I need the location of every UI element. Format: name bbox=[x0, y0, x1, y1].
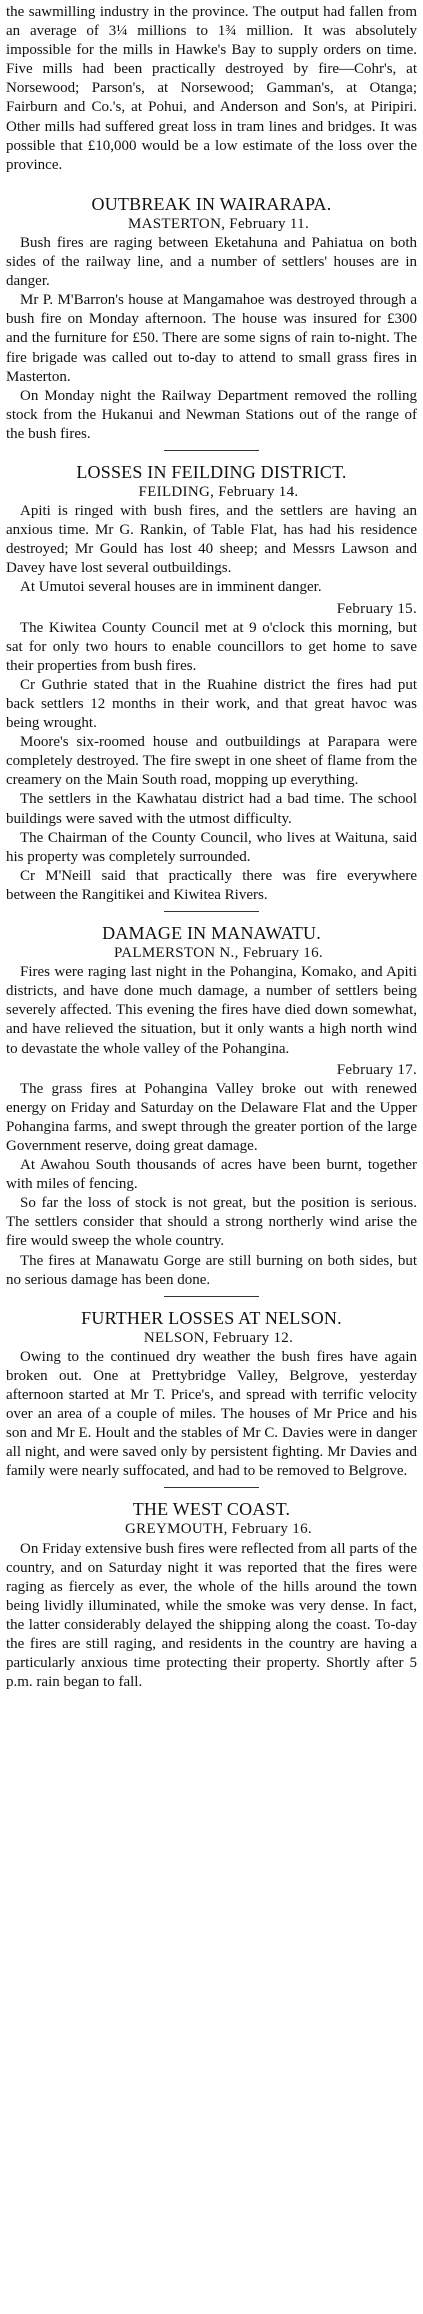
manawatu-paragraph: The grass fires at Pohangina Valley broke out with renewed energy on Friday and Saturday on the Delaware Flat and the Upper Pohangina farms, and swept through the greater portion of the large Government reserve, doing great damage. bbox=[6, 1080, 417, 1154]
manawatu-paragraph: The fires at Manawatu Gorge are still burning on both sides, but no serious damage has been done. bbox=[6, 1252, 417, 1288]
feilding-paragraph: At Umutoi several houses are in imminent danger. bbox=[20, 579, 322, 596]
intro-paragraph: the sawmilling industry in the province. The output had fallen from an average of 3¼ millions to 1¾ million. It was absolutely impossible for the mills in Hawke's Bay to supply orders on time. Five mills had been practically destroyed by fire—Cohr's, at Norsewood; Parson's, at Norsewood; Gamman's, at Otanga; Fairburn and Co.'s, at Pohui, and Anderson and Son's, at Piripiri. Other mills had suffered great loss in tram lines and bridges. It was possible that £10,000 would be a low estimate of the loss over the province. bbox=[6, 4, 417, 173]
dateline-feilding-feb15: February 15. bbox=[336, 600, 417, 617]
westcoast-paragraph: On Friday extensive bush fires were reflected from all parts of the country, and on Saturday night it was reported that the fires were raging as fiercely as ever, the whole of the hills around the town being lividly illuminated, while the smoke was very dense. In fact, the latter considerably delayed the shipping along the coast. To-day the fires are still raging, and residents in the country are having a particularly anxious time protecting their property. Shortly after 5 p.m. rain began to fall. bbox=[6, 1540, 417, 1691]
manawatu-paragraph: So far the loss of stock is not great, but the position is serious. The settlers consider that should a strong northerly wind arise the fire would sweep the whole country. bbox=[6, 1195, 417, 1250]
section-divider bbox=[164, 1296, 259, 1297]
heading-wairarapa: OUTBREAK IN WAIRARAPA. bbox=[91, 193, 332, 214]
heading-feilding: LOSSES IN FEILDING DISTRICT. bbox=[76, 461, 347, 482]
feilding-paragraph: Cr M'Neill said that practically there was fire everywhere between the Rangitikei and Kiwitea Rivers. bbox=[6, 867, 417, 903]
feilding-paragraph: The settlers in the Kawhatau district had a bad time. The school buildings were saved with the utmost difficulty. bbox=[6, 791, 417, 827]
section-divider bbox=[164, 450, 259, 451]
feilding-paragraph: Apiti is ringed with bush fires, and the settlers are having an anxious time. Mr G. Rankin, of Table Flat, has had his residence destroyed; Mr Gould has lost 40 sheep; and Messrs Lawson and Davey have lost several outbuildings. bbox=[6, 503, 417, 577]
feilding-paragraph: The Chairman of the County Council, who lives at Waituna, said his property was completely surrounded. bbox=[6, 829, 417, 865]
dateline-nelson: NELSON, February 12. bbox=[143, 1329, 294, 1346]
dateline-masterton: MASTERTON, February 11. bbox=[128, 215, 309, 232]
section-divider bbox=[164, 1487, 259, 1488]
feilding-paragraph: The Kiwitea County Council met at 9 o'clock this morning, but sat for only two hours to enable councillors to get home to save their properties from bush fires. bbox=[6, 619, 417, 674]
manawatu-paragraph: Fires were raging last night in the Pohangina, Komako, and Apiti districts, and have done much damage, a number of settlers being severely affected. This evening the fires have died down somewhat, and have relieved the situation, but it only wants a high north wind to devastate the whole valley of the Pohangina. bbox=[6, 964, 417, 1057]
feilding-paragraph: Moore's six-roomed house and outbuildings at Parapara were completely destroyed. The fire swept in one sheet of flame from the creamery on the Main South road, mopping up everything. bbox=[6, 734, 417, 789]
wairarapa-paragraph: On Monday night the Railway Department removed the rolling stock from the Hukanui and Newman Stations out of the range of the bush fires. bbox=[6, 387, 417, 442]
heading-nelson: FURTHER LOSSES AT NELSON. bbox=[81, 1307, 342, 1328]
feilding-paragraph: Cr Guthrie stated that in the Ruahine district the fires had put back settlers 12 months in their work, and that great havoc was being wrought. bbox=[6, 676, 417, 732]
nelson-paragraph: Owing to the continued dry weather the bush fires have again broken out. One at Prettybridge Valley, Belgrove, yesterday afternoon started at Mr T. Price's, and spread with terrific velocity over an area of a couple of miles. The houses of Mr Price and his son and Mr E. Hoult and the stables of Mr C. Davies were in danger all night, and were saved only by persistent fighting. Mr Davies and family were nearly suffocated, and had to be removed to Belgrove. bbox=[6, 1348, 417, 1480]
dateline-greymouth: GREYMOUTH, February 16. bbox=[125, 1521, 312, 1538]
dateline-palmerston-feb17: February 17. bbox=[336, 1061, 417, 1078]
wairarapa-paragraph: Bush fires are raging between Eketahuna and Pahiatua on both sides of the railway line, and a number of settlers' houses are in danger. bbox=[6, 234, 417, 290]
dateline-palmerston: PALMERSTON N., February 16. bbox=[114, 945, 323, 962]
section-divider bbox=[164, 911, 259, 912]
heading-west-coast: THE WEST COAST. bbox=[132, 1499, 291, 1520]
dateline-feilding: FEILDING, February 14. bbox=[138, 483, 299, 500]
heading-manawatu: DAMAGE IN MANAWATU. bbox=[102, 923, 321, 944]
manawatu-paragraph: At Awahou South thousands of acres have been burnt, together with miles of fencing. bbox=[6, 1157, 417, 1193]
wairarapa-paragraph: Mr P. M'Barron's house at Mangamahoe was destroyed through a bush fire on Monday afternoon. The house was insured for £300 and the furniture for £50. There are some signs of rain to-night. The fire brigade was called out to-day to attend to small grass fires in Masterton. bbox=[6, 292, 417, 385]
